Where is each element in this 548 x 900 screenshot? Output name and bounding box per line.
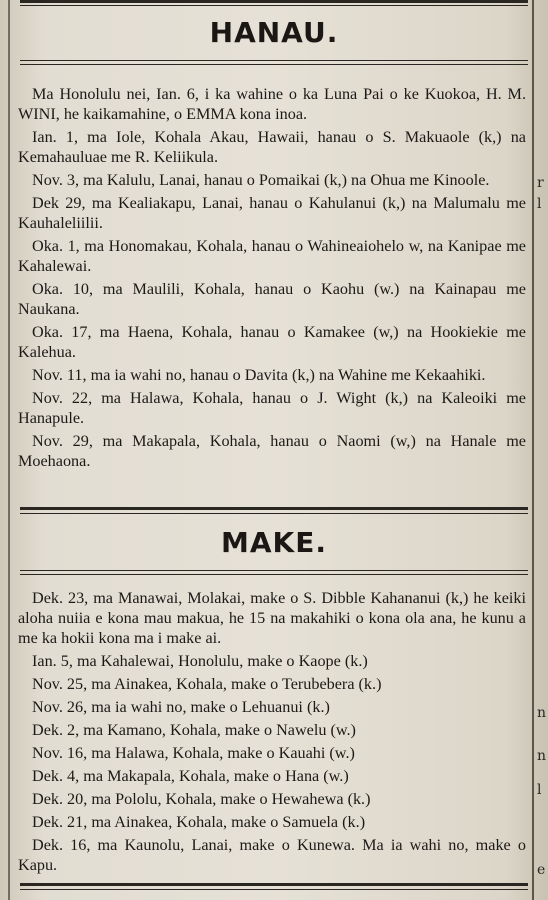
death-entry: Dek. 21, ma Ainakea, Kohala, make o Samuela (k.) bbox=[32, 813, 366, 831]
deaths-heading-rule-2 bbox=[20, 574, 528, 575]
edge-fragment: n bbox=[537, 705, 547, 721]
edge-fragment: r bbox=[537, 175, 544, 191]
edge-fragment: n bbox=[537, 748, 547, 764]
births-list bbox=[18, 84, 526, 474]
birth-entry: Nov. 3, ma Kalulu, Lanai, hanau o Pomaikai (k,) na Ohua me Kinoole. bbox=[32, 171, 490, 189]
death-entry: Nov. 16, ma Halawa, Kohala, make o Kauahi (w.) bbox=[32, 744, 355, 762]
birth-entry: Ian. 1, ma Iole, Kohala Akau, Hawaii, hanau o S. Makuaole (k,) na Kemahauluae me R. Keliikula. bbox=[18, 128, 526, 166]
birth-entry: Nov. 29, ma Makapala, Kohala, hanau o Naomi (w,) na Hanale me Moehaona. bbox=[18, 432, 526, 470]
section-divider-thin bbox=[20, 513, 528, 514]
death-entry: Nov. 25, ma Ainakea, Kohala, make o Terubebera (k.) bbox=[32, 675, 382, 693]
column-divider bbox=[532, 0, 534, 900]
birth-entry: Nov. 22, ma Halawa, Kohala, hanau o J. Wight (k,) na Kaleoiki me Hanapule. bbox=[18, 389, 526, 427]
edge-fragment: l bbox=[537, 782, 542, 798]
deaths-heading: MAKE. bbox=[221, 526, 327, 559]
death-entry: Dek. 16, ma Kaunolu, Lanai, make o Kunewa. Ma ia wahi no, make o Kapu. bbox=[18, 836, 526, 874]
births-heading: HANAU. bbox=[209, 16, 339, 49]
death-entry: Dek. 23, ma Manawai, Molakai, make o S. Dibble Kahananui (k,) he keiki aloha nuiia e kona mau makua, he 15 na makahiki o kona ola ana, he kunu a me ka hokii kona ma i make ai. bbox=[18, 589, 526, 647]
birth-entry: Dek 29, ma Kealiakapu, Lanai, hanau o Kahulanui (k,) na Malumalu me Kauhaleliilii. bbox=[18, 194, 526, 232]
births-heading-rule bbox=[20, 60, 528, 61]
birth-entry: Nov. 11, ma ia wahi no, hanau o Davita (k,) na Wahine me Kekaahiki. bbox=[32, 366, 486, 384]
top-rule-thin bbox=[20, 5, 528, 6]
bottom-rule bbox=[20, 883, 528, 886]
birth-entry: Oka. 10, ma Maulili, Kohala, hanau o Kaohu (w.) na Kainapau me Naukana. bbox=[18, 280, 526, 318]
deaths-heading-rule bbox=[20, 570, 528, 571]
deaths-list bbox=[18, 588, 526, 878]
death-entry: Nov. 26, ma ia wahi no, make o Lehuanui (k.) bbox=[32, 698, 330, 716]
birth-entry: Ma Honolulu nei, Ian. 6, i ka wahine o ka Luna Pai o ke Kuokoa, H. M. WINI, he kaikamahine, o EMMA kona inoa. bbox=[18, 85, 526, 123]
column-edge bbox=[8, 0, 10, 900]
births-heading-rule-2 bbox=[20, 64, 528, 65]
death-entry: Dek. 20, ma Pololu, Kohala, make o Hewahewa (k.) bbox=[32, 790, 371, 808]
edge-fragment: l bbox=[537, 196, 542, 212]
top-rule bbox=[20, 0, 528, 3]
section-divider bbox=[20, 507, 528, 510]
edge-fragment: e bbox=[537, 862, 546, 878]
bottom-rule-thin bbox=[20, 889, 528, 890]
birth-entry: Oka. 17, ma Haena, Kohala, hanau o Kamakee (w,) na Hookiekie me Kalehua. bbox=[18, 323, 526, 361]
death-entry: Dek. 4, ma Makapala, Kohala, make o Hana (w.) bbox=[32, 767, 349, 785]
death-entry: Ian. 5, ma Kahalewai, Honolulu, make o Kaope (k.) bbox=[32, 652, 368, 670]
death-entry: Dek. 2, ma Kamano, Kohala, make o Nawelu (w.) bbox=[32, 721, 356, 739]
birth-entry: Oka. 1, ma Honomakau, Kohala, hanau o Wahineaiohelo w, na Kanipae me Kahalewai. bbox=[18, 237, 526, 275]
